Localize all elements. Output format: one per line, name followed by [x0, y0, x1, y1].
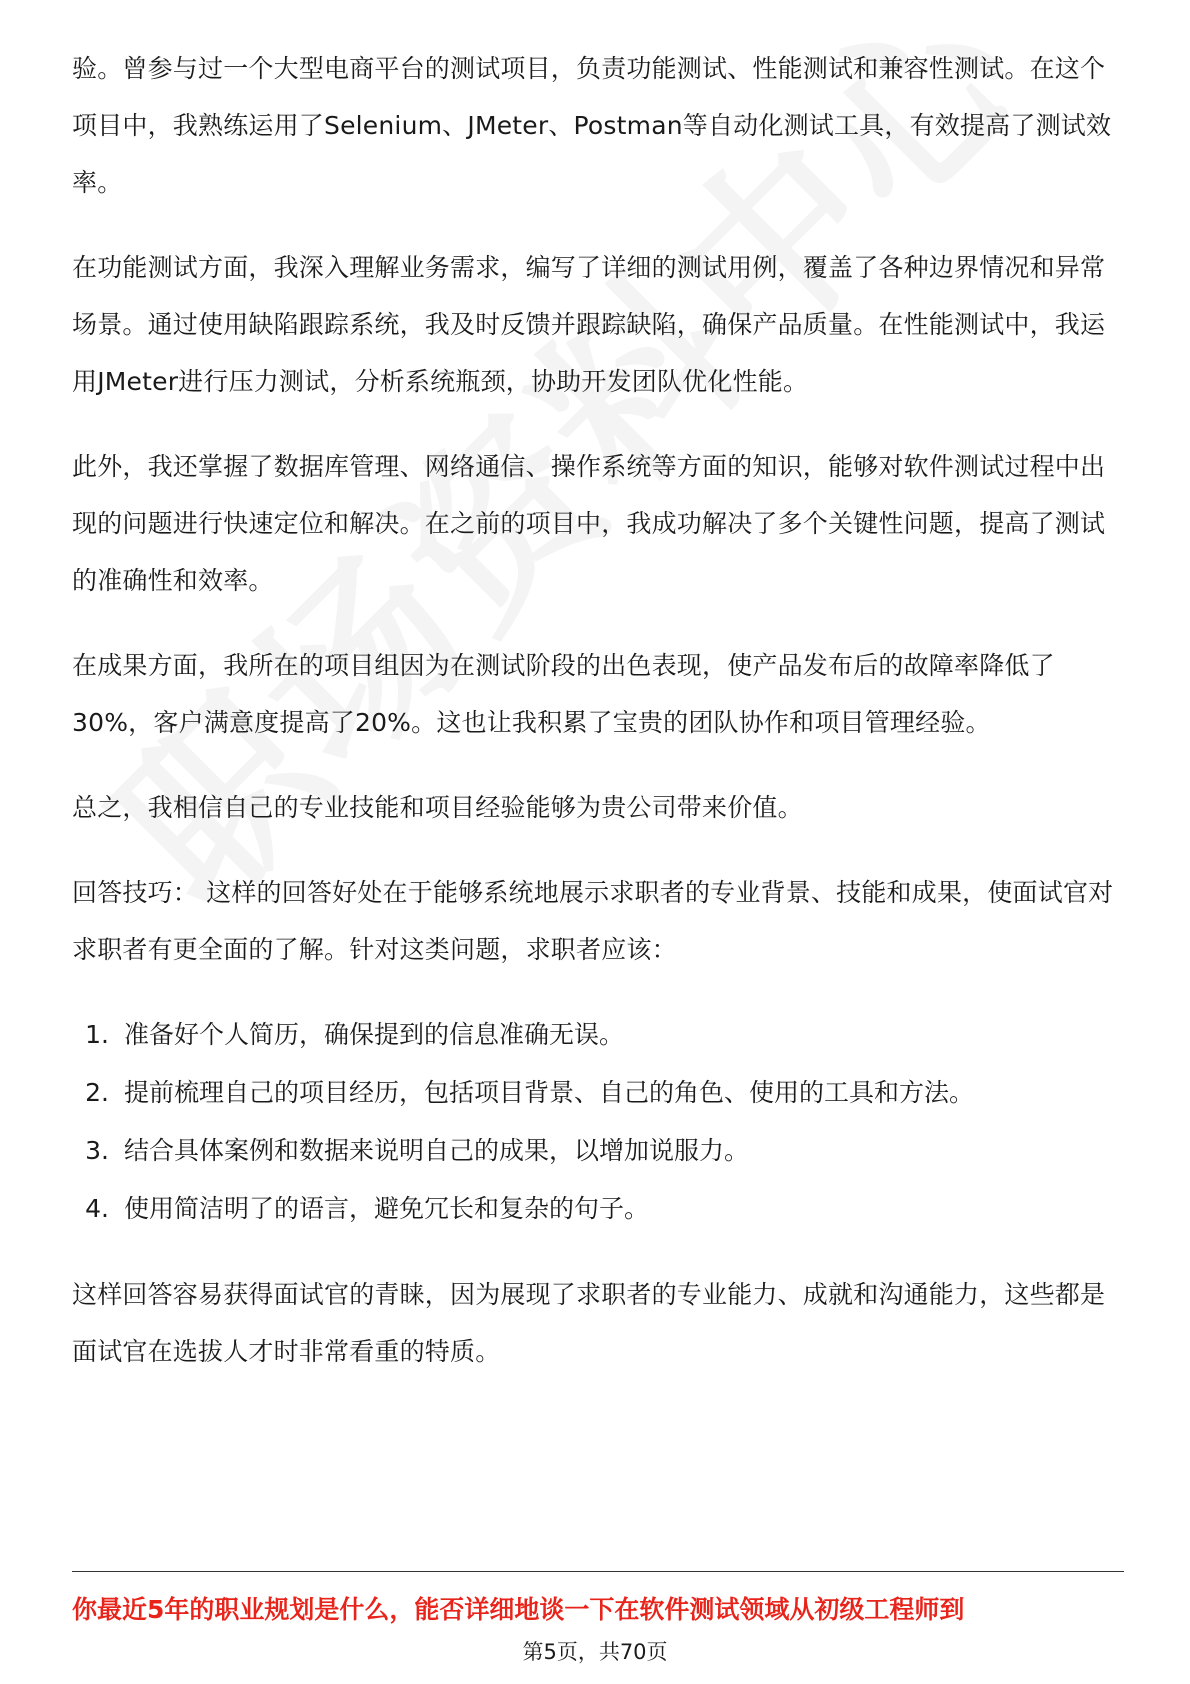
paragraph-experience: 验。曾参与过一个大型电商平台的测试项目，负责功能测试、性能测试和兼容性测试。在这个项目中，我熟练运用了Selenium、JMeter、Postman等自动化测试工具，有效提高了测试效率。 — [72, 54, 1112, 197]
paragraph-closing: 这样回答容易获得面试官的青睐，因为展现了求职者的专业能力、成就和沟通能力，这些都是面试官在选拔人才时非常看重的特质。 — [72, 1280, 1106, 1366]
next-question-heading: 你最近5年的职业规划是什么，能否详细地谈一下在软件测试领域从初级工程师到 — [72, 1595, 965, 1624]
list-item-text: 结合具体案例和数据来说明自己的成果，以增加说服力。 — [124, 1136, 750, 1165]
page-number: 第5页，共70页 — [522, 1640, 668, 1664]
list-item-text: 提前梳理自己的项目经历，包括项目背景、自己的角色、使用的工具和方法。 — [124, 1078, 975, 1107]
paragraph-functional-testing: 在功能测试方面，我深入理解业务需求，编写了详细的测试用例，覆盖了各种边界情况和异常场景。通过使用缺陷跟踪系统，我及时反馈并跟踪缺陷，确保产品质量。在性能测试中，我运用JMeter进行压力测试，分析系统瓶颈，协助开发团队优化性能。 — [72, 253, 1106, 396]
list-item — [72, 1122, 1124, 1180]
list-item-number: 4. — [85, 1194, 109, 1223]
paragraph-results: 在成果方面，我所在的项目组因为在测试阶段的出色表现，使产品发布后的故障率降低了30%，客户满意度提高了20%。这也让我积累了宝贵的团队协作和项目管理经验。 — [72, 651, 1055, 737]
list-item-text: 准备好个人简历，确保提到的信息准确无误。 — [124, 1020, 625, 1049]
tips-list — [72, 1006, 1124, 1238]
paragraph-summary: 总之，我相信自己的专业技能和项目经验能够为贵公司带来价值。 — [72, 793, 803, 822]
list-item — [72, 1006, 1124, 1064]
paragraph-answer-tips: 回答技巧： 这样的回答好处在于能够系统地展示求职者的专业背景、技能和成果，使面试官对求职者有更全面的了解。针对这类问题，求职者应该： — [72, 878, 1114, 964]
list-item-text: 使用简洁明了的语言，避免冗长和复杂的句子。 — [124, 1194, 650, 1223]
list-item-number: 3. — [85, 1136, 109, 1165]
list-item — [72, 1064, 1124, 1122]
paragraph-additional-knowledge: 此外，我还掌握了数据库管理、网络通信、操作系统等方面的知识，能够对软件测试过程中出现的问题进行快速定位和解决。在之前的项目中，我成功解决了多个关键性问题，提高了测试的准确性和效率。 — [72, 452, 1106, 595]
list-item-number: 1. — [85, 1020, 109, 1049]
document-body — [72, 40, 1124, 1408]
list-item-number: 2. — [85, 1078, 109, 1107]
section-divider — [72, 1571, 1124, 1572]
list-item — [72, 1180, 1124, 1238]
